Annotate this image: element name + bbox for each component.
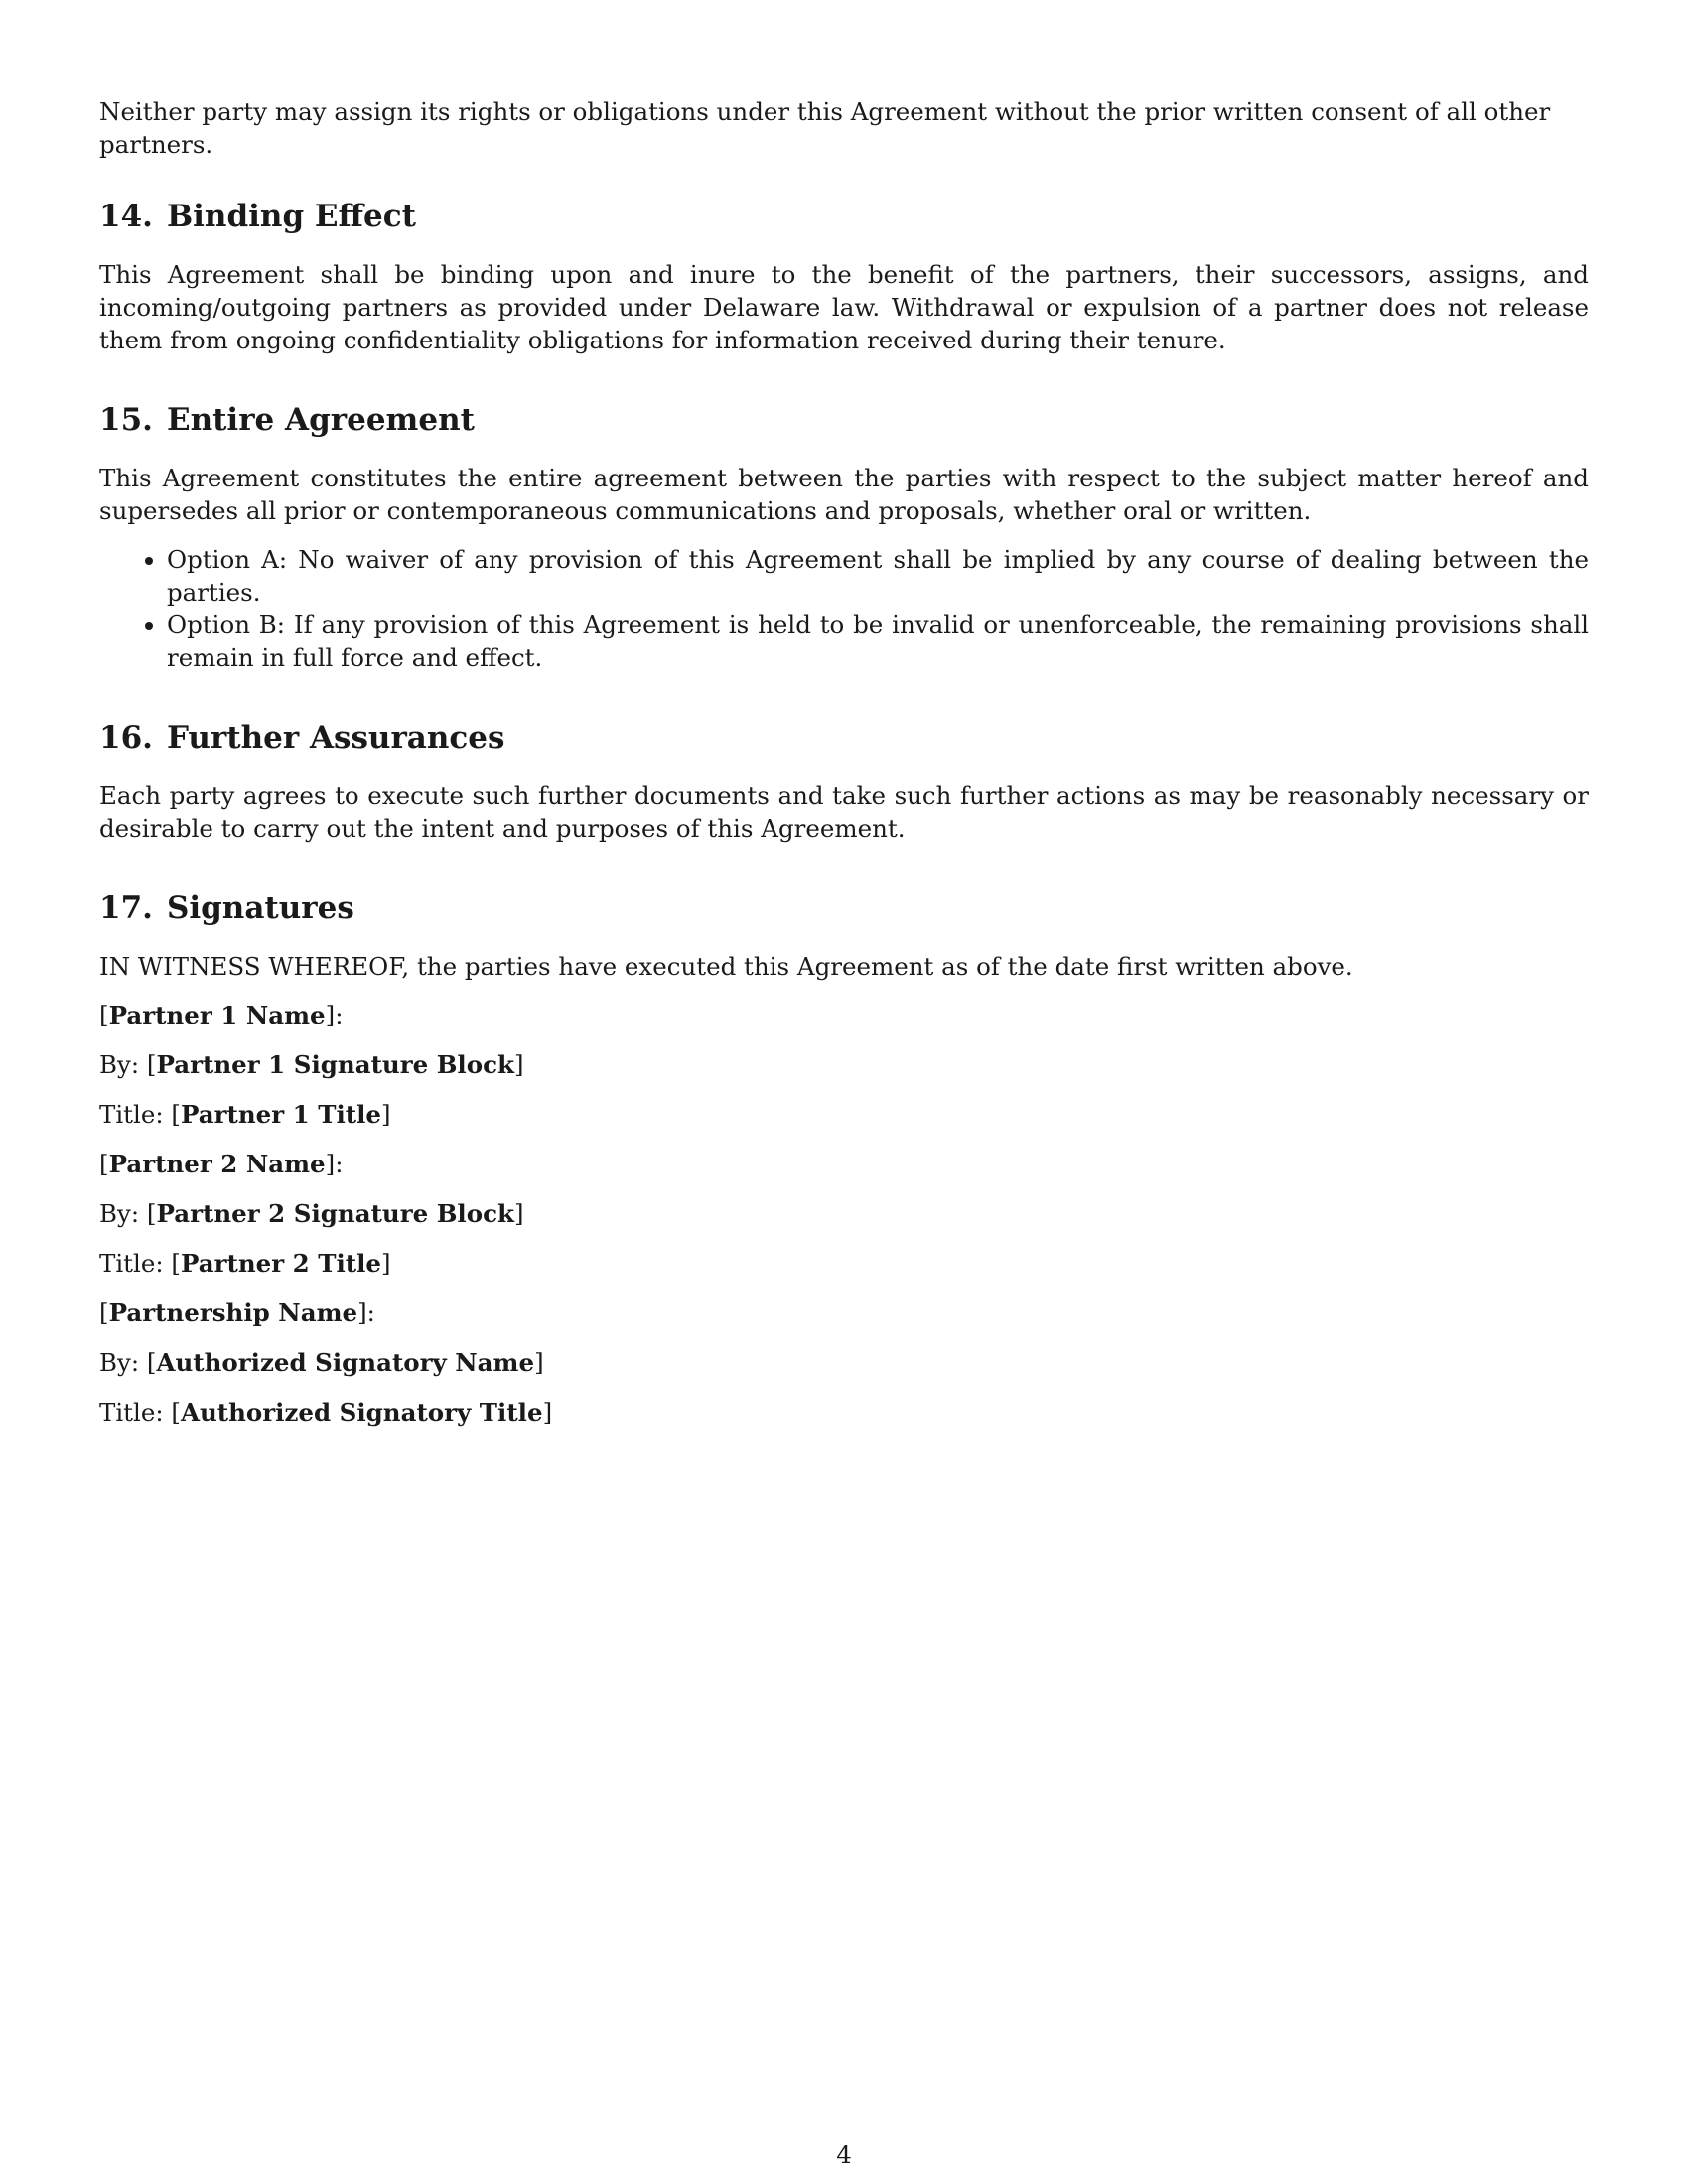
partner-2-name: Partner 2 Name [108, 1150, 326, 1178]
partner-2-name-line: [Partner 2 Name]: [99, 1150, 344, 1178]
section-body: Each party agrees to execute such further documents and take such further actions as may be reasonably necessary or desirable to carry out the intent and purposes of this Agreement. [99, 781, 1589, 843]
section-heading [99, 400, 1589, 440]
section-signatures [99, 888, 1589, 1429]
section-further-assurances [99, 718, 1589, 845]
partnership-name: Partnership Name [108, 1298, 358, 1327]
partnership-title-line: Title: [Authorized Signatory Title] [99, 1398, 553, 1427]
partnership-name-line: [Partnership Name]: [99, 1298, 375, 1327]
partner-1-name-line: [Partner 1 Name]: [99, 1001, 344, 1029]
section-title: Binding Effect [166, 199, 416, 234]
signature-block [99, 999, 1589, 1429]
section-title: Entire Agreement [166, 402, 475, 438]
page-number: 4 [836, 2140, 852, 2169]
partner-1-by-line: By: [Partner 1 Signature Block] [99, 1050, 524, 1079]
document-page [99, 95, 1589, 1445]
section-binding-effect [99, 197, 1589, 356]
section-title: Further Assurances [166, 720, 505, 755]
section-entire-agreement [99, 400, 1589, 674]
section-body: This Agreement constitutes the entire agreement between the parties with respect to the subject matter hereof and supersedes all prior or contemporaneous communications and proposals, whether oral or written. [99, 464, 1589, 525]
partnership-by-line: By: [Authorized Signatory Name] [99, 1348, 544, 1377]
list-item: • Option A: No waiver of any provision of this Agreement shall be implied by any course of dealing between the parties. [167, 543, 1589, 609]
authorized-signatory-title: Authorized Signatory Title [180, 1398, 543, 1427]
partner-2-signature: Partner 2 Signature Block [156, 1199, 514, 1228]
partner-2-title-line: Title: [Partner 2 Title] [99, 1249, 391, 1278]
options-list [99, 543, 1589, 674]
authorized-signatory-name: Authorized Signatory Name [156, 1348, 535, 1377]
section-number: 16. [99, 720, 153, 755]
witness-paragraph: IN WITNESS WHEREOF, the parties have executed this Agreement as of the date first written above. [99, 952, 1353, 981]
section-number: 15. [99, 402, 153, 438]
partner-2-title: Partner 2 Title [180, 1249, 382, 1278]
partner-1-signature: Partner 1 Signature Block [156, 1050, 514, 1079]
section-heading [99, 197, 1589, 236]
section-number: 17. [99, 890, 153, 926]
section-heading [99, 718, 1589, 757]
partner-1-title-line: Title: [Partner 1 Title] [99, 1100, 391, 1129]
section-heading [99, 888, 1589, 928]
section-number: 14. [99, 199, 153, 234]
partner-1-title: Partner 1 Title [180, 1100, 382, 1129]
list-item: • Option B: If any provision of this Agreement is held to be invalid or unenforceable, the remaining provisions shall remain in full force and effect. [167, 609, 1589, 674]
partner-2-by-line: By: [Partner 2 Signature Block] [99, 1199, 524, 1228]
assignment-paragraph: Neither party may assign its rights or obligations under this Agreement without the prior written consent of all other partners. [99, 97, 1551, 159]
section-title: Signatures [166, 890, 354, 926]
section-body: This Agreement shall be binding upon and inure to the benefit of the partners, their successors, assigns, and incoming/outgoing partners as provided under Delaware law. Withdrawal or expulsion of a partner does not release them from ongoing confidentiality obligations for information received during their tenure. [99, 260, 1589, 354]
partner-1-name: Partner 1 Name [108, 1001, 326, 1029]
